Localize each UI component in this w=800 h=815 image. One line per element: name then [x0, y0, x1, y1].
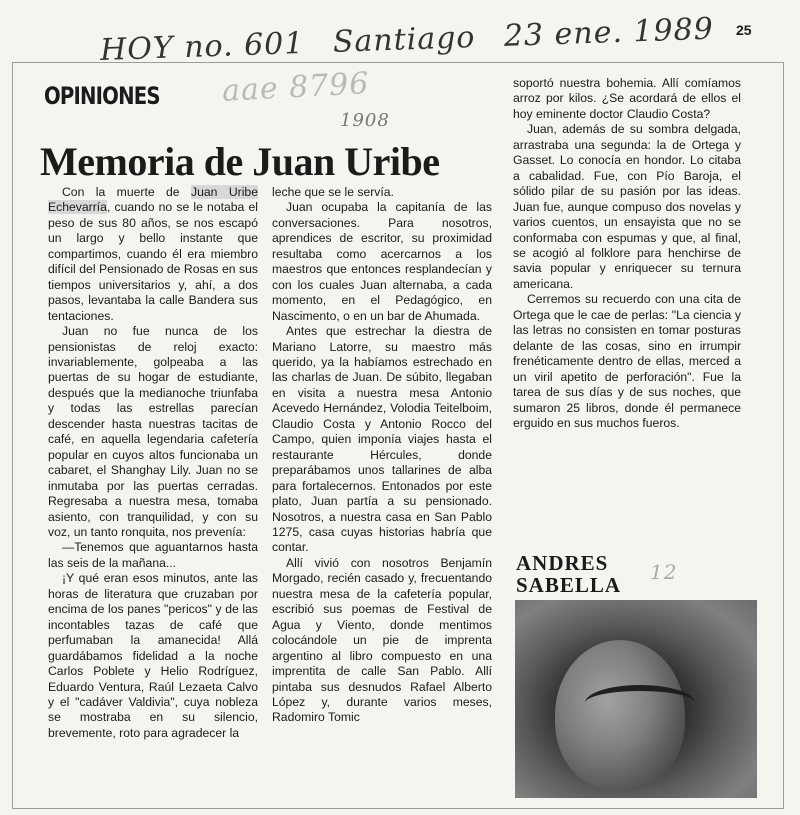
article-paragraph	[272, 200, 492, 324]
article-paragraph	[513, 292, 741, 431]
article-paragraph	[272, 556, 492, 726]
article-paragraph	[272, 185, 492, 200]
author-byline	[516, 552, 621, 596]
article-paragraph	[48, 185, 258, 324]
handwritten-year: 1908	[340, 110, 390, 131]
paragraph-text: soportó nuestra bohemia. Allí comíamos arroz por kilos. ¿Se acordará de ellos el hoy eminente doctor Claudio Costa?	[513, 76, 741, 121]
author-first-name: ANDRES	[516, 551, 609, 575]
article-paragraph	[48, 540, 258, 571]
paragraph-text: Juan no fue nunca de los pensionistas de reloj exacto: invariablemente, golpeaba a las puertas de su hogar de estudiante, después que la medianoche triunfaba y todas las estrellas parecían descender hasta nuestras tacitas de café, en aquella legendaria cafetería popular en cuyos altos funcionaba un cabaret, el Shanghay Lily. Juan no se inmutaba por las puertas cerradas. Regresaba a nuestra mesa, tomaba asiento, con tranquilidad, y con su voz, un tanto ronquita, nos prevenía:	[48, 324, 258, 539]
handwritten-publication: HOY no. 601	[99, 25, 305, 69]
section-label: OPINIONES	[44, 82, 160, 110]
paragraph-text: leche que se le servía.	[272, 185, 394, 199]
author-photo	[515, 600, 757, 798]
article-paragraph	[513, 122, 741, 292]
article-paragraph	[272, 324, 492, 556]
article-paragraph	[48, 324, 258, 540]
paragraph-text: Juan, además de su sombra delgada, arrastraba una segunda: la de Ortega y Gasset. Lo conocía en hondor. Lo citaba a cabalidad. Fue, con Pío Baroja, el sólido pilar de su pasión por las ideas. Juan fue, aunque compuso dos novelas y varios cuentos, un ensayista que no se conformaba con espumas y que, al final, se acogió al folklore para henchirse de savia popular y enriquecer su ternura americana.	[513, 122, 741, 291]
handwritten-catalog-code: aae 8796	[221, 66, 371, 109]
article-column-2	[272, 185, 492, 726]
paragraph-text: Antes que estrechar la diestra de Mariano Latorre, su maestro más querido, ya la habíamos estrechado en las charlas de Juan. De súbito, llegaban en visita a nuestra mesa Antonio Acevedo Hernández, Volodia Teitelboim, Claudio Costa y Antonio Rocco del Campo, quien imponía viajes hasta el restaurante Hércules, donde preparábamos unos tallarines de alba para fortalecernos. Entonados por este plato, Juan partía a su pensionado. Nosotros, a nuestra casa en San Pablo 1275, casa cuyas historias habría que contar.	[272, 324, 492, 555]
page-number: 25	[736, 22, 752, 38]
highlighted-name: Juan Uribe Echevarría	[48, 185, 258, 215]
article-paragraph	[48, 571, 258, 741]
handwritten-date: 23 ene. 1989	[503, 11, 715, 54]
article-column-3	[513, 76, 741, 431]
article-headline: Memoria de Juan Uribe	[40, 139, 440, 184]
paragraph-text: ¡Y qué eran esos minutos, ante las horas de literatura que cruzaban por encima de los panes "pericos" y de las incontables tazas de café que perfumaban la amanecida! Allá guardábamos fidelidad a la noche Carlos Poblete y Helio Rodríguez, Eduardo Ventura, Raúl Lezaeta Calvo y el "cadáver Valdivia", cuya nobleza se mostraba en su silencio, brevemente, roto para agradecer la	[48, 571, 258, 740]
handwritten-source-note	[100, 11, 733, 68]
author-glasses	[585, 685, 695, 721]
paragraph-text: Con la muerte de	[62, 185, 192, 199]
paragraph-text: Allí vivió con nosotros Benjamín Morgado, recién casado y, frecuentando nuestra mesa de la cafetería popular, escribió sus poemas de Festival de Agua y Viento, donde mentimos colocándole un pie de imprenta argentino al libro compuesto en una imprentita de calle San Pablo. Allí pintaba sus desnudos Rafael Alberto López y, durante varios meses, Radomiro Tomic	[272, 555, 492, 725]
author-last-name: SABELLA	[516, 573, 622, 597]
handwritten-mark: 12	[650, 560, 678, 584]
paragraph-text: Cerremos su recuerdo con una cita de Ortega que le cae de perlas: "La ciencia y las letras no consisten en tomar posturas delante de las cosas, sino en irrumpir frenéticamente dentro de ellas, merced a un viril apetito de perforación". Fue la tarea de sus días y de sus noches, que sumaron 25 libros, donde él permanece erguido en sus muchos fueros.	[513, 292, 741, 430]
article-paragraph	[513, 76, 741, 122]
paragraph-text: , cuando no se le notaba el peso de sus 80 años, se nos escapó un largo y bello instante que compartimos, cuando él era miembro difícil del Pensionado de Rosas en sus tiempos universitarios y, ahí, a dos pasos, levantaba la calle Bandera sus tentaciones.	[48, 200, 258, 323]
paragraph-text: Juan ocupaba la capitanía de las conversaciones. Para nosotros, aprendices de escritor, su proximidad resultaba como acercarnos a los maestros que entonces resplandecían y con los cuales Juan alternaba, a cada momento, en el Pedagógico, en Nascimento, o en un bar de Ahumada.	[272, 200, 492, 323]
article-column-1	[48, 185, 258, 741]
handwritten-city: Santiago	[332, 19, 476, 60]
paragraph-text: —Tenemos que aguantarnos hasta las seis de la mañana...	[48, 540, 258, 570]
